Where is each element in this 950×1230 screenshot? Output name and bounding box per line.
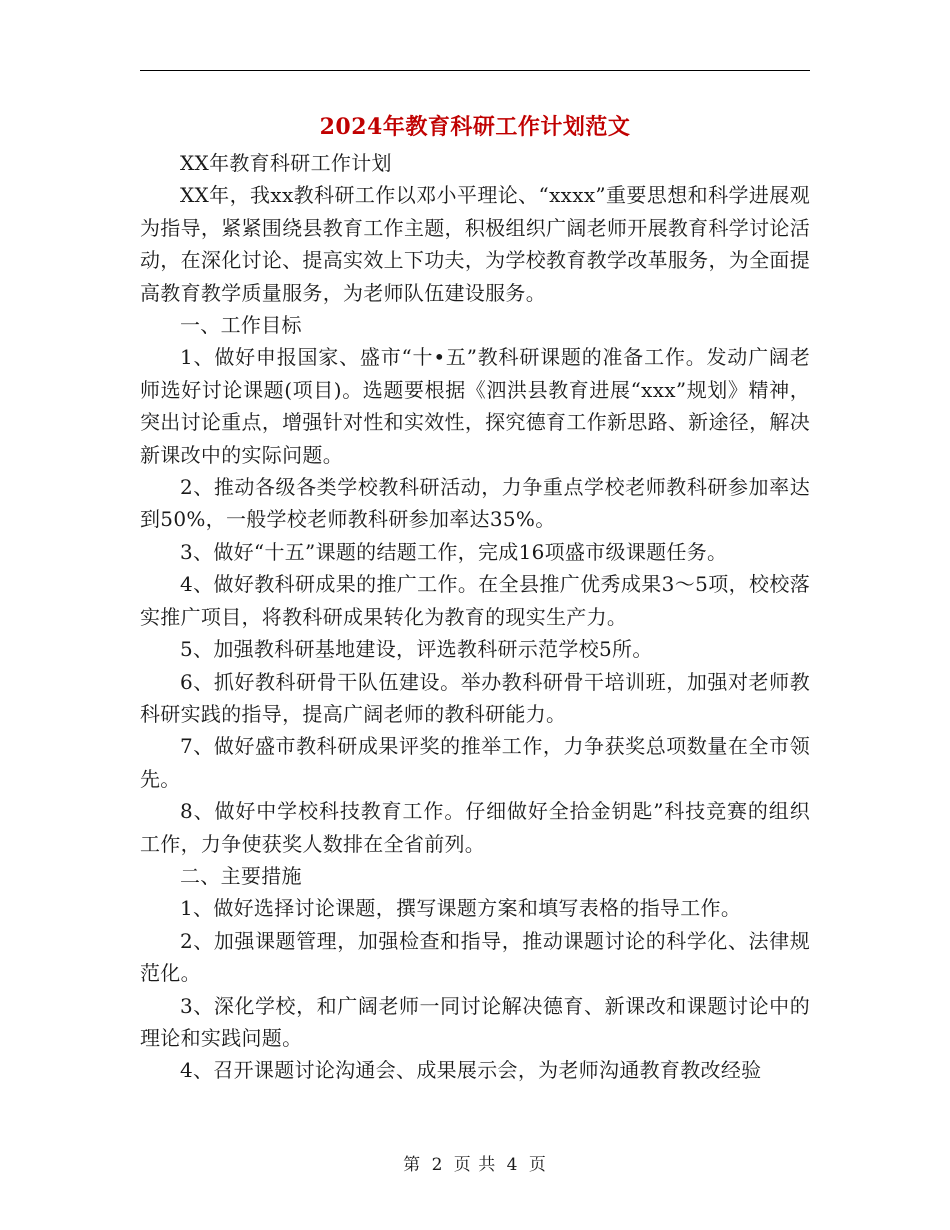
footer-suffix: 页 <box>528 1155 547 1175</box>
section-heading-measures: 二、主要措施 <box>180 863 302 888</box>
goal-item-2: 2、推动各级各类学校教科研活动，力争重点学校老师教科研参加率达到50%，一般学校老师教科研参加率达35%。 <box>140 475 810 532</box>
document-body <box>140 147 810 1087</box>
paragraph-subtitle: XX年教育科研工作计划 <box>180 151 392 175</box>
document-title: 2024年教育科研工作计划范文 <box>319 114 631 140</box>
goal-item-8: 8、做好中学校科技教育工作。仔细做好全拾金钥匙”科技竞赛的组织工作，力争使获奖人数排在全省前列。 <box>140 799 810 856</box>
page-number: 2 <box>431 1155 444 1175</box>
paragraph-intro: XX年，我xx教科研工作以邓小平理论、“xxxx”重要思想和科学进展观为指导，紧紧围绕县教育工作主题，积极组织广阔老师开展教育科学讨论活动，在深化讨论、提高实效上下功夫，为学校教育教学改革服务，为全面提高教育教学质量服务，为老师队伍建设服务。 <box>140 183 810 305</box>
measure-item-2: 2、加强课题管理，加强检查和指导，推动课题讨论的科学化、法律规范化。 <box>140 928 810 986</box>
header-rule <box>140 70 810 71</box>
goal-item-6: 6、抓好教科研骨干队伍建设。举办教科研骨干培训班，加强对老师教科研实践的指导，提高广阔老师的教科研能力。 <box>140 669 810 726</box>
footer-prefix: 第 <box>403 1155 422 1175</box>
goal-item-1: 1、做好申报国家、盛市“十•五”教科研课题的准备工作。发动广阔老师选好讨论课题(项目)。选题要根据《泗洪县教育进展“xxx”规划》精神，突出讨论重点，增强针对性和实效性，探究德育工作新思路、新途径，解决新课改中的实际问题。 <box>140 345 810 467</box>
section-heading-goals: 一、工作目标 <box>180 313 302 338</box>
measure-item-1: 1、做好选择讨论课题，撰写课题方案和填写表格的指导工作。 <box>180 896 742 921</box>
measure-item-4: 4、召开课题讨论沟通会、成果展示会，为老师沟通教育教改经验 <box>180 1058 762 1083</box>
goal-item-3: 3、做好“十五”课题的结题工作，完成16项盛市级课题任务。 <box>180 539 728 564</box>
goal-item-7: 7、做好盛市教科研成果评奖的推举工作，力争获奖总项数量在全市领先。 <box>140 734 810 791</box>
page-total: 4 <box>506 1155 519 1175</box>
footer-middle: 页 共 <box>453 1155 497 1175</box>
page-footer <box>0 1153 950 1177</box>
goal-item-5: 5、加强教科研基地建设，评选教科研示范学校5所。 <box>180 637 653 662</box>
goal-item-4: 4、做好教科研成果的推广工作。在全县推广优秀成果3～5项，校校落实推广项目，将教科研成果转化为教育的现实生产力。 <box>140 572 810 629</box>
measure-item-3: 3、深化学校，和广阔老师一同讨论解决德育、新课改和课题讨论中的理论和实践问题。 <box>140 993 810 1050</box>
